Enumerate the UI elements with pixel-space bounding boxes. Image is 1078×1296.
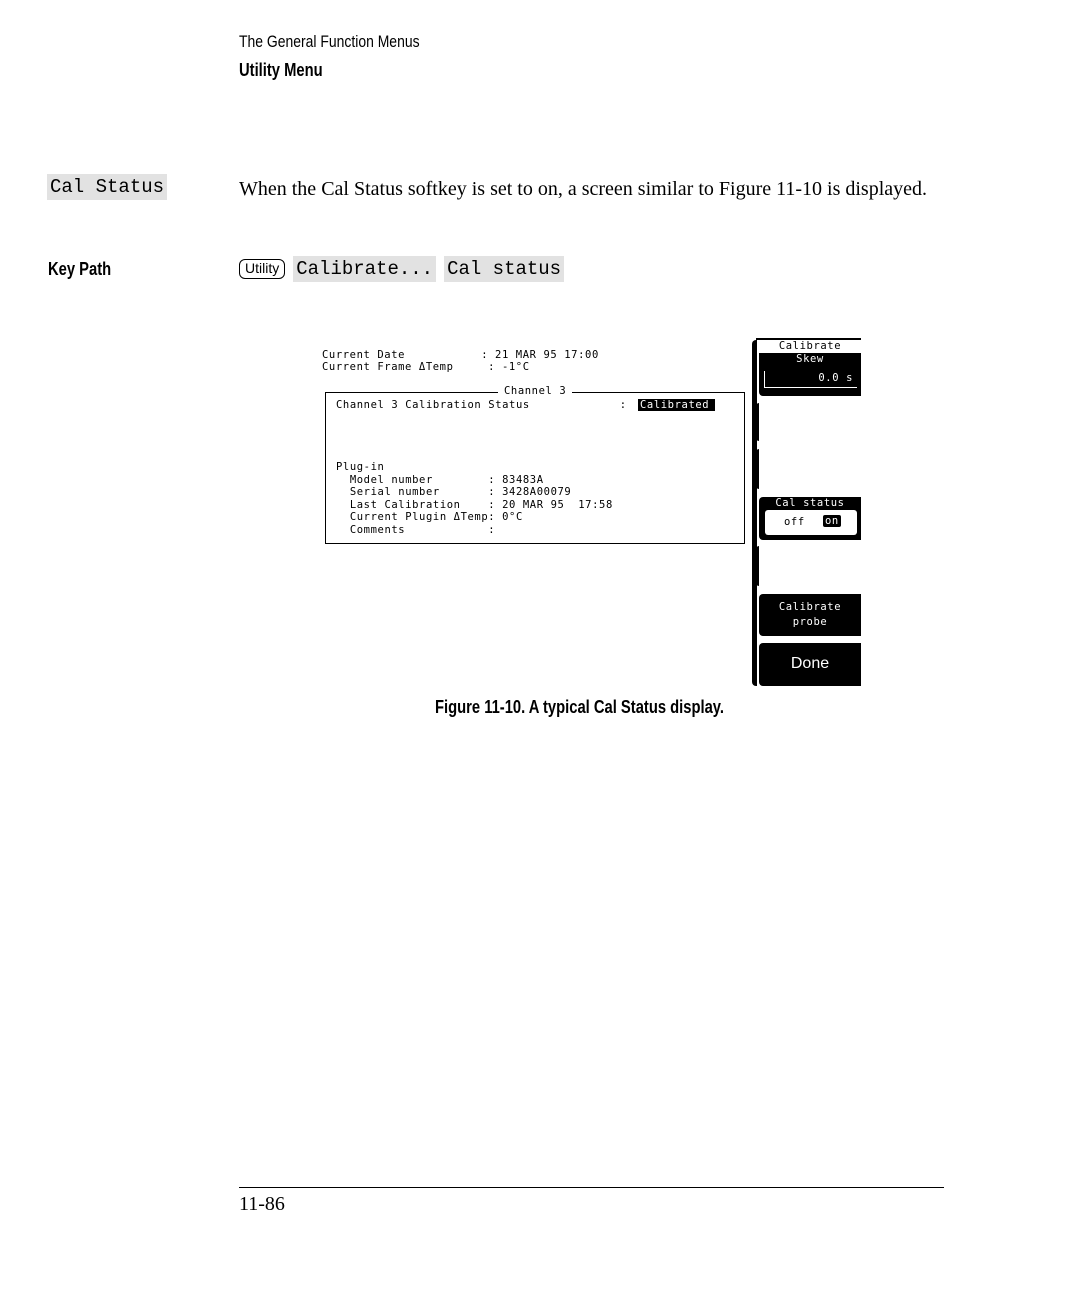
softkey-column-edge [752,340,757,686]
calibrate-softkey: Calibrate... [293,256,436,282]
running-header-title: Utility Menu [239,60,323,80]
utility-hardkey: Utility [239,259,285,279]
entry-description: When the Cal Status softkey is set to on, a screen similar to Figure 11-10 is displayed. [239,178,928,200]
calibration-status-value: Calibrated [638,399,715,412]
plugin-last-cal-line: Last Calibration : 20 MAR 95 17:58 [336,499,613,511]
key-path-sequence [239,256,564,282]
footer-rule [239,1187,944,1188]
cal-status-title: Cal status [775,497,845,509]
calibrate-skew-line2: Skew [796,353,824,365]
cal-status-toggle[interactable] [765,510,857,535]
calibrate-skew-line1: Calibrate [759,340,861,353]
skew-value-field [764,371,857,388]
cal-status-path-softkey: Cal status [444,256,564,282]
softkey-slot-3[interactable] [756,449,759,489]
calibrate-skew-softkey[interactable] [759,340,861,396]
calibration-status-label: Channel 3 Calibration Status : [336,399,627,411]
plugin-serial-line: Serial number : 3428A00079 [336,486,572,498]
running-header-section: The General Function Menus [239,32,420,51]
figure-caption: Figure 11-10. A typical Cal Status display. [435,697,725,717]
calibrate-probe-line1: Calibrate [778,601,842,613]
page-number: 11-86 [239,1193,285,1215]
done-label: Done [790,655,830,672]
plugin-temp-line: Current Plugin ΔTemp: 0°C [336,511,523,523]
panel-title: Channel 3 [498,385,572,398]
current-date-line: Current Date : 21 MAR 95 17:00 [322,349,599,361]
key-path-label: Key Path [48,259,112,279]
calibrate-probe-line2: probe [792,616,828,628]
plugin-header: Plug-in [336,461,385,473]
softkey-slot-2[interactable] [756,403,759,441]
current-temp-line: Current Frame ΔTemp : -1°C [322,361,530,373]
plugin-comments-line: Comments : [336,524,496,536]
skew-value: 0.0 s [818,372,853,384]
cal-status-softkey: Cal Status [47,174,167,200]
entry-softkey-label [47,174,167,200]
done-softkey[interactable] [759,643,861,686]
cal-status-off-option: off [784,516,805,528]
calibrate-probe-softkey[interactable] [759,594,861,636]
softkey-slot-5[interactable] [756,546,759,586]
cal-status-on-option: on [825,515,839,527]
cal-status-softkey[interactable] [759,497,861,540]
plugin-model-line: Model number : 83483A [336,474,544,486]
